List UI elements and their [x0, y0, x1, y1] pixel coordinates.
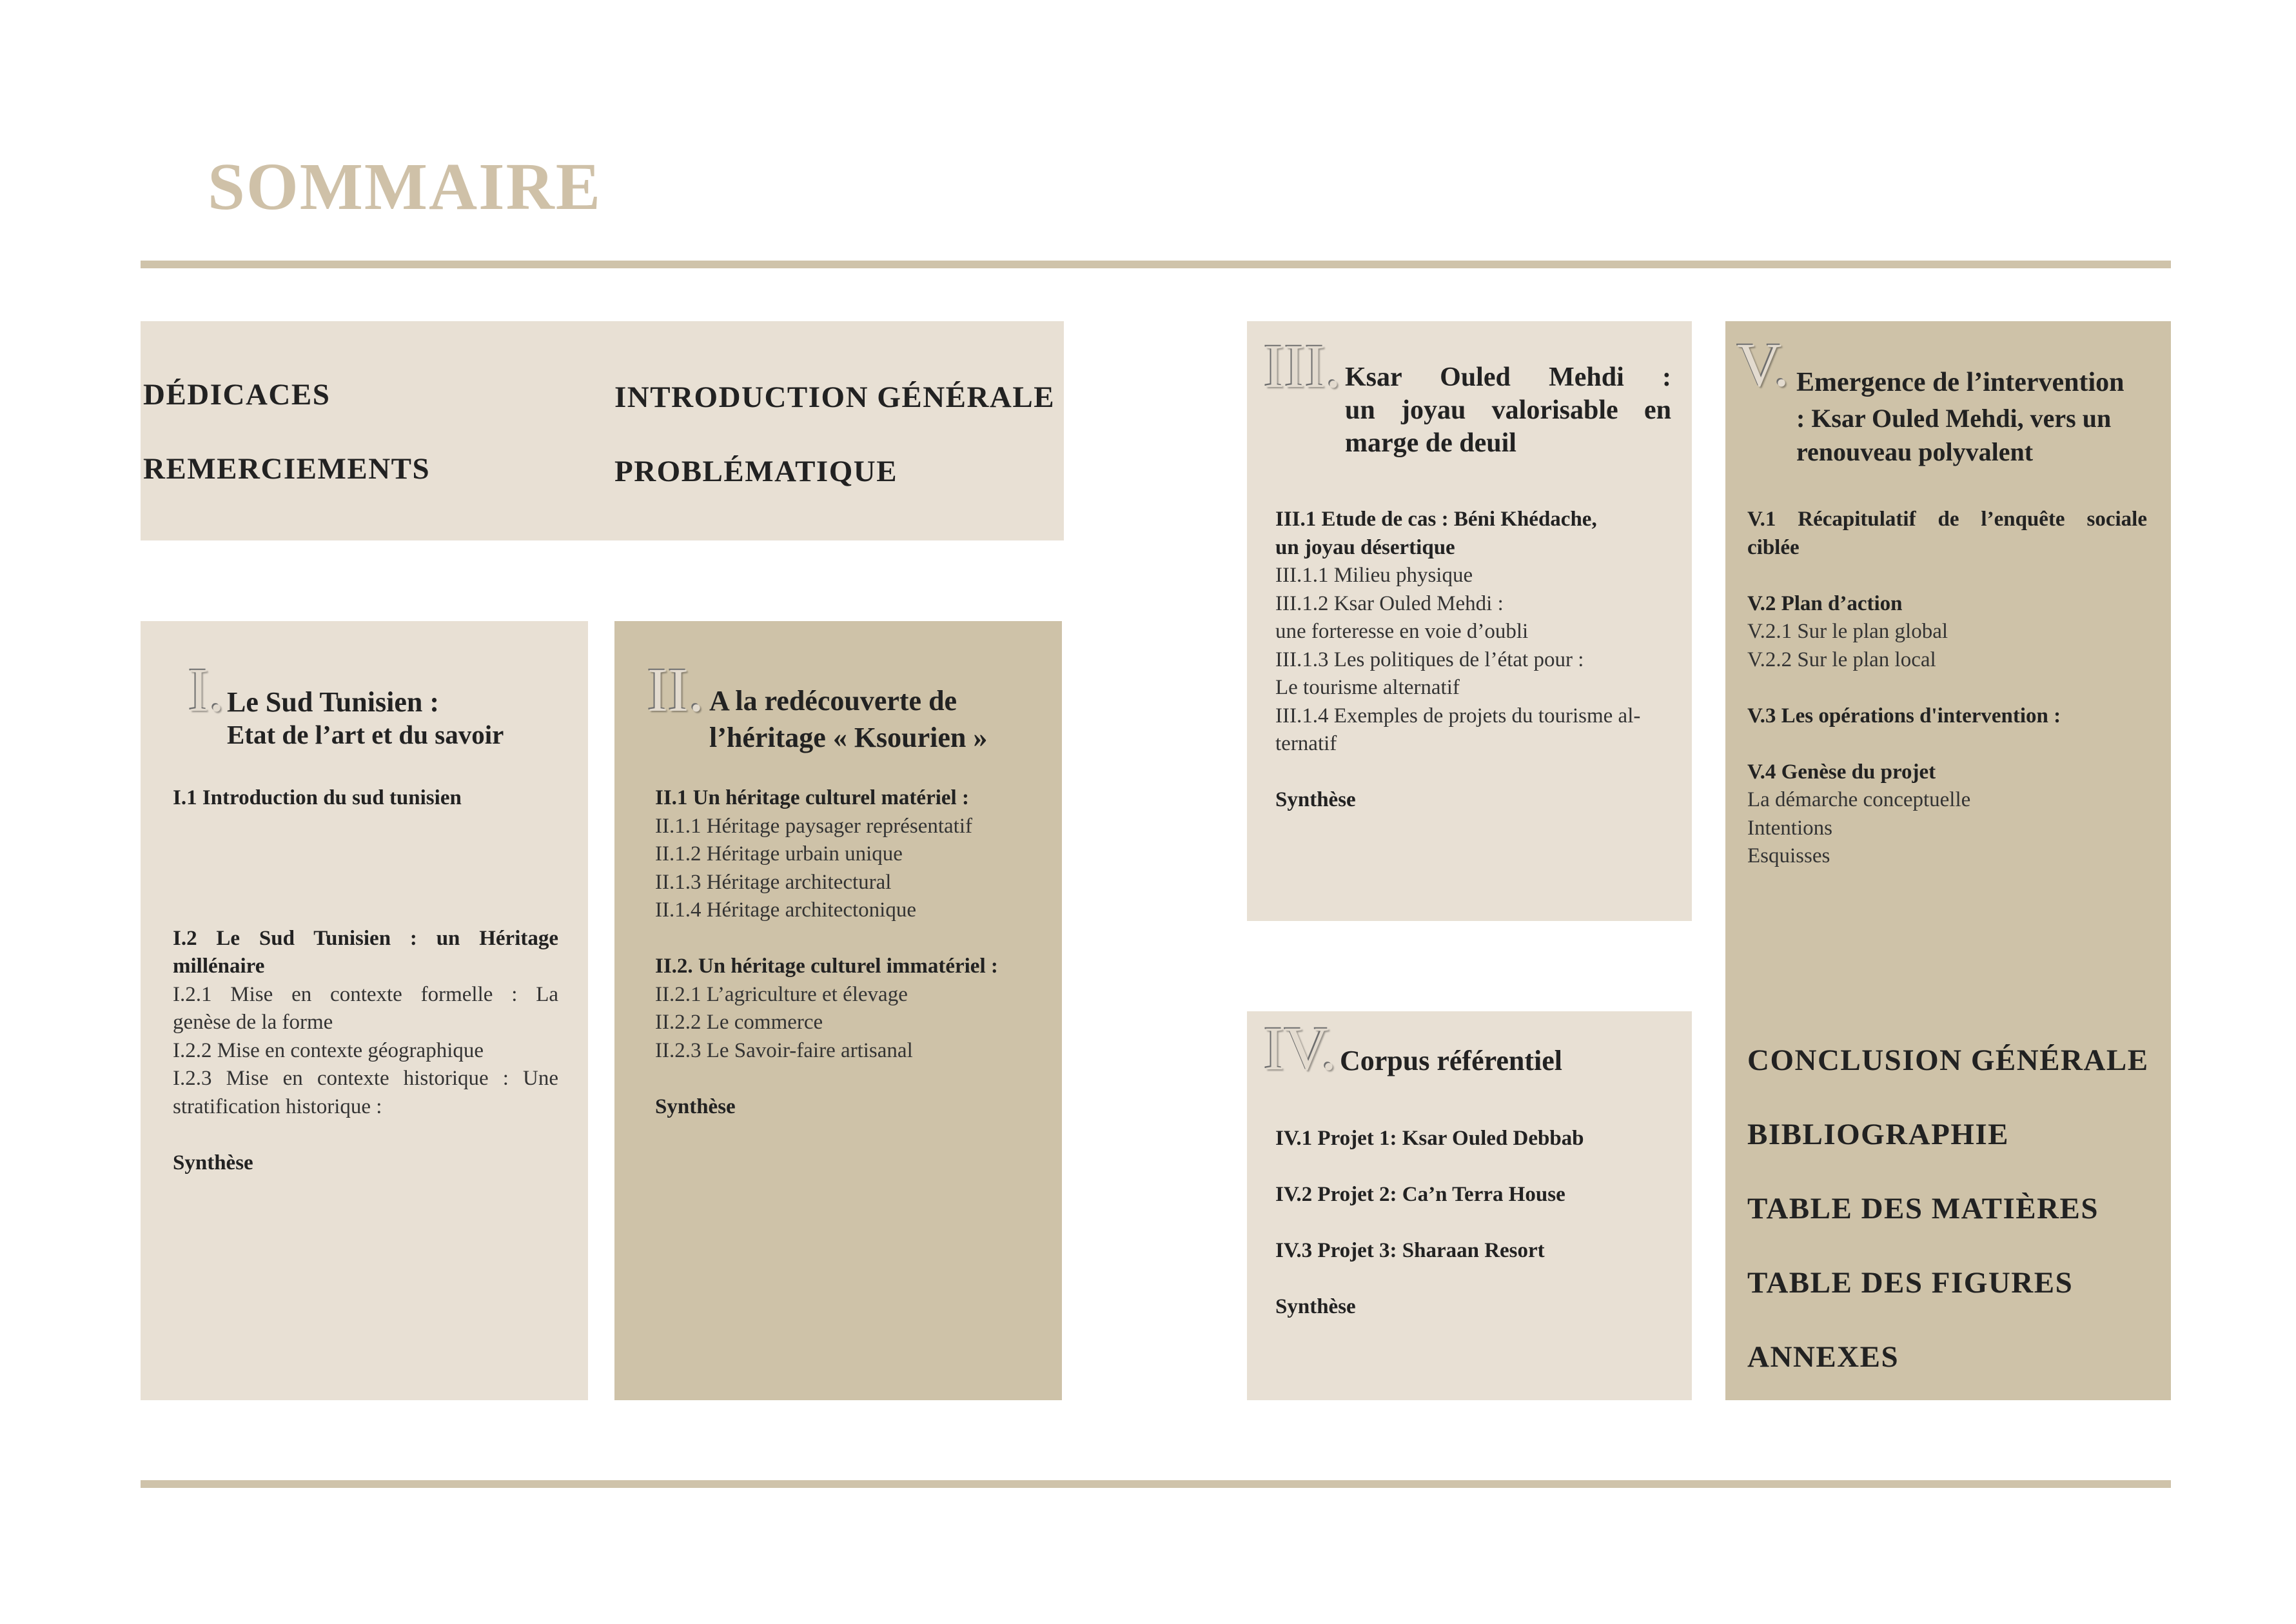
part-4-list — [1275, 1125, 1675, 1322]
part-3-title-line1[interactable]: Ksar Ouled Mehdi : — [1345, 362, 1671, 392]
part-3-numeral: III. — [1264, 332, 1341, 401]
toc-entry-iii12-cont: une forteresse en voie d’oubli — [1275, 620, 1529, 643]
toc-table-matieres[interactable]: TABLE DES MATIÈRES — [1747, 1192, 2099, 1225]
part-4-title[interactable]: Corpus référentiel — [1340, 1045, 1562, 1076]
toc-entry-i22[interactable]: I.2.2 Mise en contexte géographique — [173, 1038, 484, 1062]
toc-entry-i1[interactable]: I.1 Introduction du sud tunisien — [173, 786, 462, 809]
toc-conclusion[interactable]: CONCLUSION GÉNÉRALE — [1747, 1044, 2149, 1077]
toc-entry-v4-item1[interactable]: La démarche conceptuelle — [1747, 788, 1971, 811]
toc-entry-ii14[interactable]: II.1.4 Héritage architectonique — [655, 898, 916, 922]
toc-entry-ii23[interactable]: II.2.3 Le Savoir-faire artisanal — [655, 1038, 913, 1062]
toc-entry-iii14-cont: ternatif — [1275, 732, 1337, 755]
toc-entry-ii12[interactable]: II.1.2 Héritage urbain unique — [655, 842, 903, 866]
part-4-numeral: IV. — [1264, 1014, 1337, 1083]
part-1-title-line1: Le Sud Tunisien : — [227, 686, 439, 718]
toc-entry-i21-cont: genèse de la forme — [173, 1011, 333, 1034]
part-1-numeral: I. — [188, 655, 224, 724]
toc-entry-i23[interactable]: I.2.3 Mise en contexte historique : Une — [173, 1067, 558, 1090]
toc-bibliographie[interactable]: BIBLIOGRAPHIE — [1747, 1118, 2010, 1151]
toc-remerciements[interactable]: REMERCIEMENTS — [143, 452, 431, 486]
part-2-title-line1[interactable]: A la redécouverte de — [709, 685, 957, 717]
toc-problematique[interactable]: PROBLÉMATIQUE — [614, 455, 898, 488]
toc-introduction[interactable]: INTRODUCTION GÉNÉRALE — [614, 381, 1055, 414]
part-1-subtitle: Etat de l’art et du savoir — [227, 720, 504, 749]
toc-entry-iii13[interactable]: III.1.3 Les politiques de l’état pour : — [1275, 648, 1584, 671]
toc-entry-ii-synthese[interactable]: Synthèse — [655, 1094, 736, 1118]
part-2-list — [655, 784, 1042, 1121]
toc-entry-ii13[interactable]: II.1.3 Héritage architectural — [655, 870, 892, 894]
toc-entry-ii21[interactable]: II.2.1 L’agriculture et élevage — [655, 982, 908, 1006]
part-5-list — [1747, 506, 2147, 871]
toc-entry-iii11[interactable]: III.1.1 Milieu physique — [1275, 564, 1473, 587]
toc-entry-v2[interactable]: V.2 Plan d’action — [1747, 591, 1903, 615]
bottom-rule — [141, 1480, 2171, 1488]
toc-entry-i-synthese[interactable]: Synthèse — [173, 1151, 253, 1174]
toc-entry-v1-cont: ciblée — [1747, 535, 1800, 559]
part-3-title-line2: un joyau valorisable en — [1345, 395, 1671, 425]
toc-entry-ii22[interactable]: II.2.2 Le commerce — [655, 1011, 823, 1034]
part-5-title-line1[interactable]: Emergence de l’intervention — [1796, 368, 2124, 397]
toc-entry-v3[interactable]: V.3 Les opérations d'intervention : — [1747, 704, 2061, 728]
page-title: SOMMAIRE — [208, 150, 602, 224]
part-3-title-line3: marge de deuil — [1345, 428, 1516, 458]
toc-entry-v21[interactable]: V.2.1 Sur le plan global — [1747, 620, 1948, 643]
toc-entry-v4[interactable]: V.4 Genèse du projet — [1747, 760, 1936, 784]
toc-entry-ii1[interactable]: II.1 Un héritage culturel matériel : — [655, 786, 969, 809]
toc-entry-v22[interactable]: V.2.2 Sur le plan local — [1747, 648, 1936, 671]
toc-entry-v4-item3[interactable]: Esquisses — [1747, 844, 1830, 867]
toc-entry-i23-cont: stratification historique : — [173, 1094, 382, 1118]
toc-dedicaces[interactable]: DÉDICACES — [143, 378, 331, 411]
toc-entry-ii11[interactable]: II.1.1 Héritage paysager représentatif — [655, 814, 973, 838]
toc-table-figures[interactable]: TABLE DES FIGURES — [1747, 1266, 2074, 1300]
toc-entry-iii1-cont: un joyau désertique — [1275, 535, 1455, 559]
toc-entry-iii12[interactable]: III.1.2 Ksar Ouled Mehdi : — [1275, 591, 1504, 615]
part-2-title-line2: l’héritage « Ksourien » — [709, 722, 988, 753]
toc-entry-i21[interactable]: I.2.1 Mise en contexte formelle : La — [173, 982, 558, 1006]
toc-entry-iii-synthese[interactable]: Synthèse — [1275, 788, 1356, 811]
toc-entry-iv1[interactable]: IV.1 Projet 1: Ksar Ouled Debbab — [1275, 1127, 1584, 1150]
part-1-title[interactable] — [227, 685, 439, 719]
part-5-title-line3: renouveau polyvalent — [1796, 437, 2034, 466]
top-rule — [141, 261, 2171, 268]
toc-entry-iii13-cont: Le tourisme alternatif — [1275, 676, 1460, 699]
toc-entry-i2-cont: millénaire — [173, 955, 265, 978]
toc-entry-iv3[interactable]: IV.3 Projet 3: Sharaan Resort — [1275, 1239, 1545, 1262]
part-5-numeral: V. — [1737, 330, 1789, 399]
toc-entry-ii2[interactable]: II.2. Un héritage culturel immatériel : — [655, 955, 998, 978]
toc-entry-v1[interactable]: V.1 Récapitulatif de l’enquête sociale — [1747, 508, 2147, 531]
toc-entry-iii1[interactable]: III.1 Etude de cas : Béni Khédache, — [1275, 508, 1597, 531]
part-2-numeral: II. — [647, 655, 704, 724]
toc-entry-iii14[interactable]: III.1.4 Exemples de projets du tourisme al- — [1275, 704, 1641, 728]
front-matter-box — [141, 321, 1064, 540]
part-1-list — [173, 784, 558, 1177]
toc-entry-iv-synthese[interactable]: Synthèse — [1275, 1295, 1356, 1318]
toc-annexes[interactable]: ANNEXES — [1747, 1340, 1899, 1374]
toc-entry-iv2[interactable]: IV.2 Projet 2: Ca’n Terra House — [1275, 1183, 1565, 1206]
toc-entry-i2[interactable]: I.2 Le Sud Tunisien : un Héritage — [173, 926, 558, 950]
part-5-title-line2: : Ksar Ouled Mehdi, vers un — [1796, 404, 2112, 433]
part-3-list — [1275, 506, 1675, 815]
toc-entry-v4-item2[interactable]: Intentions — [1747, 816, 1832, 840]
